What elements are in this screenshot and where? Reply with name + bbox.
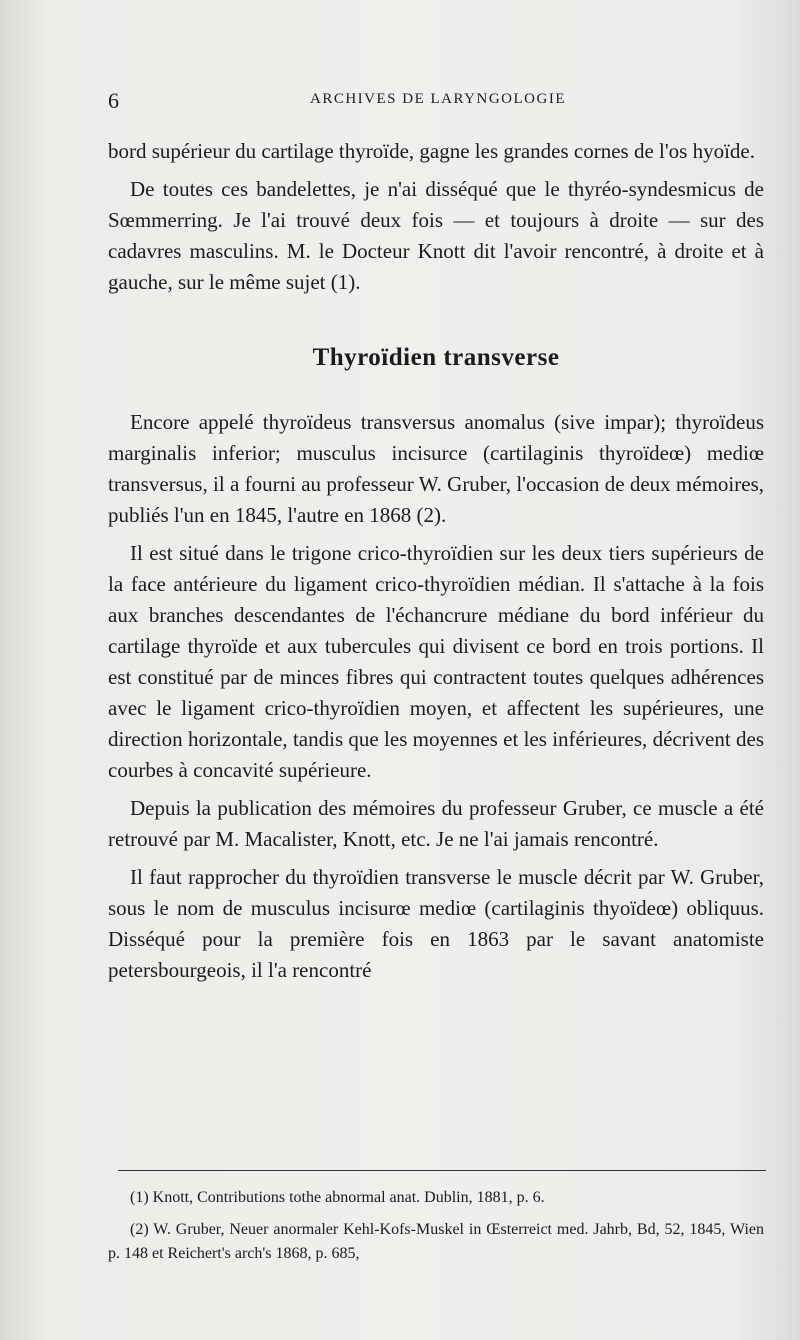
footnote-divider — [118, 1170, 766, 1171]
body-text — [108, 136, 764, 993]
running-title: ARCHIVES DE LARYNGOLOGIE — [310, 91, 566, 107]
paragraph: De toutes ces bandelettes, je n'ai disséqué que le thyréo-syndesmicus de Sœmmerring. Je l'ai trouvé deux fois — et toujours à droite — sur des cadavres masculins. M. le Docteur Knott dit l'avoir rencontré, à droite et à gauche, sur le même sujet (1). — [108, 177, 764, 294]
footnote: (2) W. Gruber, Neuer anormaler Kehl-Kofs-Muskel in Œsterreict med. Jahrb, Bd, 52, 1845, Wien p. 148 et Reichert's arch's 1868, p. 685, — [108, 1221, 764, 1262]
paragraph: Il faut rapprocher du thyroïdien transverse le muscle décrit par W. Gruber, sous le nom de musculus incisurœ mediœ (cartilaginis thyoïdeœ) obliquus. Disséqué pour la première fois en 1863 par le savant anatomiste petersbourgeois, il l'a rencontré — [108, 865, 764, 982]
paragraph: Depuis la publication des mémoires du professeur Gruber, ce muscle a été retrouvé par M. Macalister, Knott, etc. Je ne l'ai jamais rencontré. — [108, 796, 764, 851]
section-title: Thyroïdien transverse — [312, 344, 560, 371]
paragraph: Encore appelé thyroïdeus transversus anomalus (sive impar); thyroïdeus marginalis inferior; musculus incisurce (cartilaginis thyroïdeœ) mediœ transversus, il a fourni au professeur W. Gruber, l'occasion de deux mémoires, publiés l'un en 1845, l'autre en 1868 (2). — [108, 410, 764, 527]
paragraph: bord supérieur du cartilage thyroïde, gagne les grandes cornes de l'os hyoïde. — [108, 139, 755, 163]
page-header — [108, 88, 768, 114]
paragraph: Il est situé dans le trigone crico-thyroïdien sur les deux tiers supérieurs de la face antérieure du ligament crico-thyroïdien médian. Il s'attache à la fois aux branches descendantes de l'échancrure médiane du bord inférieur du cartilage thyroïde et aux tubercules qui divisent ce bord en trois portions. Il est constitué par de minces fibres qui contractent toutes quelques adhérences avec le ligament crico-thyroïdien moyen, et affectent les supérieures, une direction horizontale, tandis que les moyennes et les inférieures, décrivent des courbes à concavité supérieure. — [108, 541, 764, 782]
page-number: 6 — [108, 88, 119, 113]
footnotes — [108, 1186, 764, 1274]
footnote: (1) Knott, Contributions tothe abnormal anat. Dublin, 1881, p. 6. — [130, 1189, 545, 1206]
